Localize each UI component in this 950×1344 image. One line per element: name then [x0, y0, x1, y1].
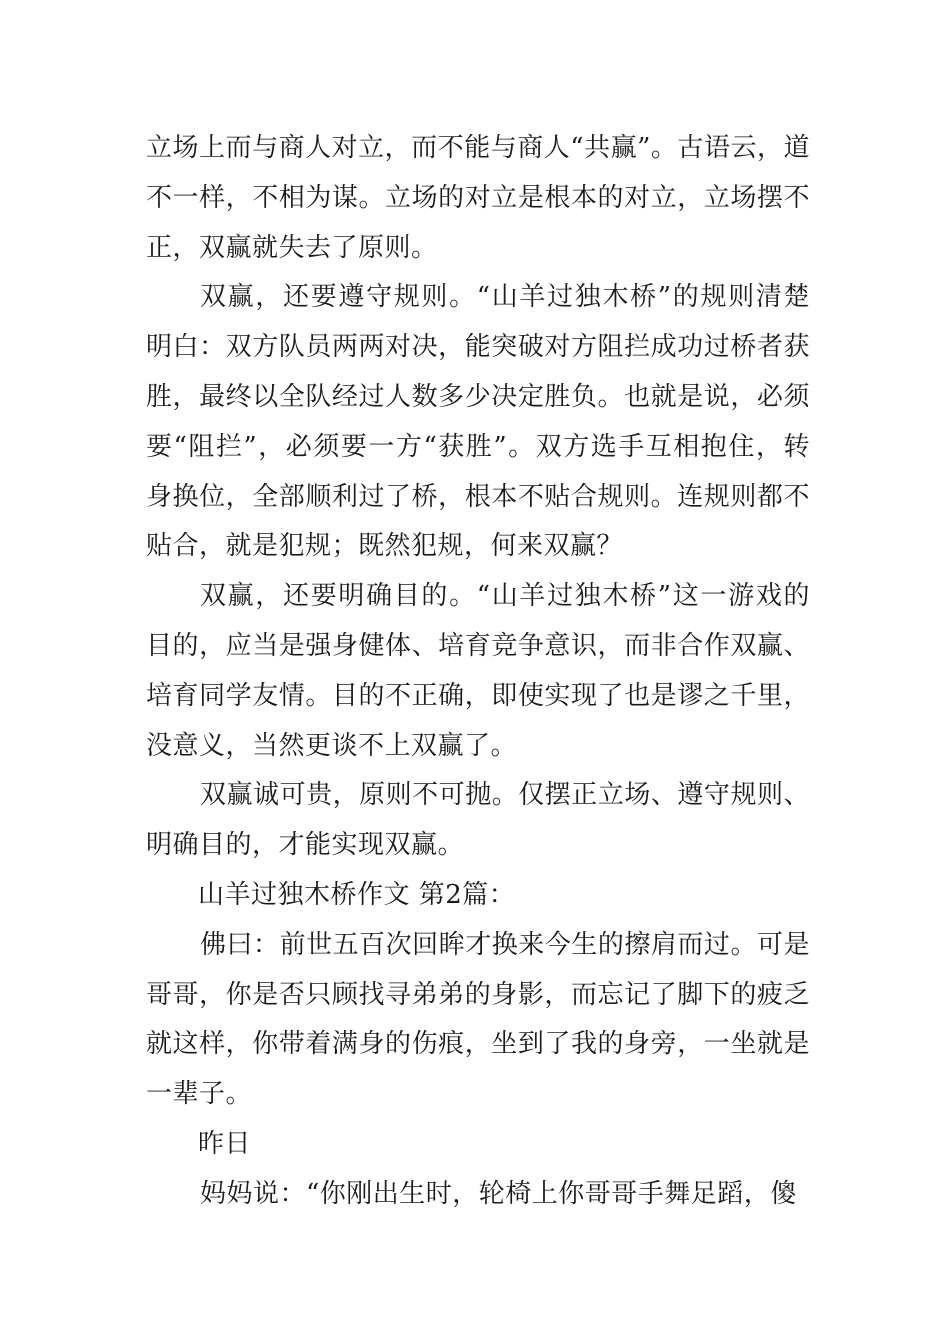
paragraph-buddha-quote: 佛曰：前世五百次回眸才换来今生的擦肩而过。可是哥哥，你是否只顾找寻弟弟的身影，而忘记了脚下的疲乏就这样，你带着满身的伤痕，坐到了我的身旁，一坐就是一辈子。	[146, 929, 810, 1110]
paragraph-conclusion: 双赢诚可贵，原则不可抛。仅摆正立场、遵守规则、明确目的，才能实现双赢。	[146, 780, 810, 861]
paragraph-purpose: 双赢，还要明确目的。“山羊过独木桥”这一游戏的目的，应当是强身健体、培育竞争意识，而非合作双赢、培育同学友情。目的不正确，即使实现了也是谬之千里，没意义，当然更谈不上双赢了。	[146, 581, 810, 761]
subheading-yesterday: 昨日	[198, 1128, 252, 1159]
paragraph-rules: 双赢，还要遵守规则。“山羊过独木桥”的规则清楚明白：双方队员两两对决，能突破对方阻拦成功过桥者获胜，最终以全队经过人数多少决定胜负。也就是说，必须要“阻拦”，必须要一方“获胜”。双方选手互相抱住，转身换位，全部顺利过了桥，根本不贴合规则。连规则都不贴合，就是犯规；既然犯规，何来双赢？	[146, 282, 810, 562]
body-text	[146, 124, 810, 1220]
paragraph-mother-said: 妈妈说：“你刚出生时，轮椅上你哥哥手舞足蹈，傻	[200, 1178, 797, 1209]
paragraph-continuation: 立场上而与商人对立，而不能与商人“共赢”。古语云，道不一样，不相为谋。立场的对立是根本的对立，立场摆不正，双赢就失去了原则。	[146, 133, 810, 263]
section-heading: 山羊过独木桥作文 第2篇：	[198, 879, 516, 910]
